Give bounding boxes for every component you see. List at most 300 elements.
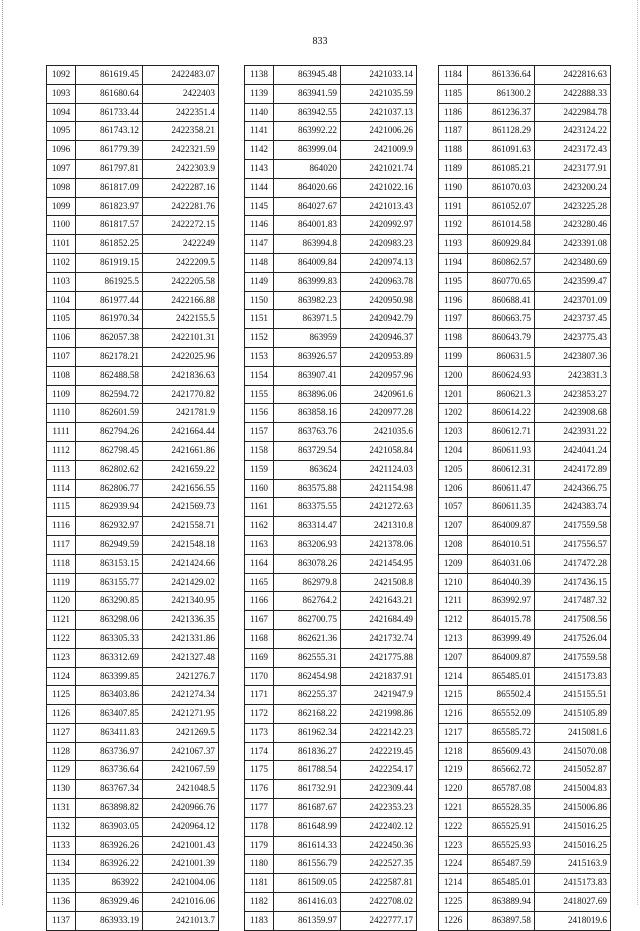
table-row — [47, 836, 219, 855]
x-coordinate-cell: 863926.22 — [76, 855, 143, 874]
x-coordinate-cell: 861619.45 — [76, 66, 143, 85]
y-coordinate-cell: 2422984.78 — [535, 103, 611, 122]
table-row — [245, 178, 417, 197]
x-coordinate-cell: 865787.08 — [468, 780, 535, 799]
table-row — [439, 611, 611, 630]
x-coordinate-cell: 860611.93 — [468, 441, 535, 460]
table-row — [245, 705, 417, 724]
point-number-cell: 1155 — [245, 385, 274, 404]
x-coordinate-cell: 863999.83 — [274, 272, 341, 291]
y-coordinate-cell: 2415081.6 — [535, 723, 611, 742]
x-coordinate-cell: 861359.97 — [274, 911, 341, 930]
y-coordinate-cell: 2421001.39 — [143, 855, 219, 874]
point-number-cell: 1186 — [439, 103, 468, 122]
y-coordinate-cell: 2420966.76 — [143, 799, 219, 818]
point-number-cell: 1172 — [245, 705, 274, 724]
point-number-cell: 1137 — [47, 911, 76, 930]
point-number-cell: 1159 — [245, 460, 274, 479]
point-number-cell: 1225 — [439, 893, 468, 912]
x-coordinate-cell: 861556.79 — [274, 855, 341, 874]
point-number-cell: 1124 — [47, 667, 76, 686]
point-number-cell: 1164 — [245, 554, 274, 573]
point-number-cell: 1125 — [47, 686, 76, 705]
point-number-cell: 1200 — [439, 366, 468, 385]
y-coordinate-cell: 2422321.59 — [143, 141, 219, 160]
y-coordinate-cell: 2417508.56 — [535, 611, 611, 630]
point-number-cell: 1138 — [245, 66, 274, 85]
table-row — [245, 159, 417, 178]
table-row — [47, 385, 219, 404]
point-number-cell: 1214 — [439, 874, 468, 893]
table-row — [245, 235, 417, 254]
point-number-cell: 1174 — [245, 742, 274, 761]
point-number-cell: 1179 — [245, 836, 274, 855]
point-number-cell: 1215 — [439, 686, 468, 705]
point-number-cell: 1095 — [47, 122, 76, 141]
y-coordinate-cell: 2421016.06 — [143, 893, 219, 912]
point-number-cell: 1098 — [47, 178, 76, 197]
x-coordinate-cell: 863926.57 — [274, 347, 341, 366]
y-coordinate-cell: 2420992.97 — [341, 216, 417, 235]
y-coordinate-cell: 2421775.88 — [341, 648, 417, 667]
point-number-cell: 1192 — [439, 216, 468, 235]
x-coordinate-cell: 865487.59 — [468, 855, 535, 874]
x-coordinate-cell: 863999.49 — [468, 629, 535, 648]
point-number-cell: 1188 — [439, 141, 468, 160]
y-coordinate-cell: 2421021.74 — [341, 159, 417, 178]
x-coordinate-cell: 864015.78 — [468, 611, 535, 630]
x-coordinate-cell: 861797.81 — [76, 159, 143, 178]
point-number-cell: 1150 — [245, 291, 274, 310]
x-coordinate-cell: 863153.15 — [76, 554, 143, 573]
point-number-cell: 1222 — [439, 817, 468, 836]
x-coordinate-cell: 860624.93 — [468, 366, 535, 385]
x-coordinate-cell: 864009.87 — [468, 648, 535, 667]
table-row — [245, 799, 417, 818]
table-row — [245, 667, 417, 686]
table-row — [245, 479, 417, 498]
table-row — [245, 911, 417, 930]
x-coordinate-cell: 864040.39 — [468, 573, 535, 592]
table-row — [439, 272, 611, 291]
point-number-cell: 1097 — [47, 159, 76, 178]
binding-edge-left — [2, 0, 3, 905]
y-coordinate-cell: 2421272.63 — [341, 498, 417, 517]
table-row — [245, 441, 417, 460]
point-number-cell: 1148 — [245, 253, 274, 272]
x-coordinate-cell: 863897.58 — [468, 911, 535, 930]
x-coordinate-cell: 861052.07 — [468, 197, 535, 216]
y-coordinate-cell: 2424383.74 — [535, 498, 611, 517]
y-coordinate-cell: 2423200.24 — [535, 178, 611, 197]
point-number-cell: 1201 — [439, 385, 468, 404]
point-number-cell: 1107 — [47, 347, 76, 366]
y-coordinate-cell: 2420961.6 — [341, 385, 417, 404]
y-coordinate-cell: 2421340.95 — [143, 592, 219, 611]
point-number-cell: 1209 — [439, 554, 468, 573]
x-coordinate-cell: 861977.44 — [76, 291, 143, 310]
x-coordinate-cell: 862700.75 — [274, 611, 341, 630]
point-number-cell: 1136 — [47, 893, 76, 912]
point-number-cell: 1116 — [47, 517, 76, 536]
y-coordinate-cell: 2415155.51 — [535, 686, 611, 705]
point-number-cell: 1168 — [245, 629, 274, 648]
table-row — [47, 347, 219, 366]
coordinate-table-1 — [46, 65, 219, 931]
x-coordinate-cell: 863907.41 — [274, 366, 341, 385]
y-coordinate-cell: 2421067.59 — [143, 761, 219, 780]
table-row — [245, 498, 417, 517]
y-coordinate-cell: 2422353.23 — [341, 799, 417, 818]
table-row — [245, 573, 417, 592]
x-coordinate-cell: 860621.3 — [468, 385, 535, 404]
x-coordinate-cell: 860611.35 — [468, 498, 535, 517]
y-coordinate-cell: 2422287.16 — [143, 178, 219, 197]
y-coordinate-cell: 2417526.04 — [535, 629, 611, 648]
point-number-cell: 1194 — [439, 253, 468, 272]
y-coordinate-cell: 2421664.44 — [143, 423, 219, 442]
table-row — [245, 385, 417, 404]
table-row — [439, 723, 611, 742]
table-row — [439, 329, 611, 348]
point-number-cell: 1096 — [47, 141, 76, 160]
x-coordinate-cell: 863959 — [274, 329, 341, 348]
x-coordinate-cell: 863767.34 — [76, 780, 143, 799]
table-row — [47, 855, 219, 874]
table-row — [439, 817, 611, 836]
point-number-cell: 1140 — [245, 103, 274, 122]
table-row — [439, 573, 611, 592]
table-row — [245, 366, 417, 385]
point-number-cell: 1142 — [245, 141, 274, 160]
y-coordinate-cell: 2423931.22 — [535, 423, 611, 442]
point-number-cell: 1169 — [245, 648, 274, 667]
table-row — [47, 366, 219, 385]
table-row — [47, 592, 219, 611]
x-coordinate-cell: 865502.4 — [468, 686, 535, 705]
x-coordinate-cell: 860663.75 — [468, 310, 535, 329]
x-coordinate-cell: 862939.94 — [76, 498, 143, 517]
x-coordinate-cell: 863305.33 — [76, 629, 143, 648]
table-row — [47, 103, 219, 122]
table-row — [245, 592, 417, 611]
y-coordinate-cell: 2422403 — [143, 84, 219, 103]
y-coordinate-cell: 2421661.86 — [143, 441, 219, 460]
x-coordinate-cell: 863078.26 — [274, 554, 341, 573]
table-row — [47, 235, 219, 254]
table-row — [439, 705, 611, 724]
y-coordinate-cell: 2422281.76 — [143, 197, 219, 216]
x-coordinate-cell: 862255.37 — [274, 686, 341, 705]
point-number-cell: 1092 — [47, 66, 76, 85]
y-coordinate-cell: 2422025.96 — [143, 347, 219, 366]
y-coordinate-cell: 2423391.08 — [535, 235, 611, 254]
y-coordinate-cell: 2421508.8 — [341, 573, 417, 592]
point-number-cell: 1191 — [439, 197, 468, 216]
point-number-cell: 1185 — [439, 84, 468, 103]
x-coordinate-cell: 861733.44 — [76, 103, 143, 122]
table-row — [245, 122, 417, 141]
point-number-cell: 1170 — [245, 667, 274, 686]
binding-edge-right — [637, 0, 638, 905]
table-row — [47, 460, 219, 479]
table-row — [47, 723, 219, 742]
x-coordinate-cell: 862806.77 — [76, 479, 143, 498]
table-row — [47, 911, 219, 930]
x-coordinate-cell: 861614.33 — [274, 836, 341, 855]
y-coordinate-cell: 2421269.5 — [143, 723, 219, 742]
x-coordinate-cell: 863926.26 — [76, 836, 143, 855]
x-coordinate-cell: 865585.72 — [468, 723, 535, 742]
y-coordinate-cell: 2421656.55 — [143, 479, 219, 498]
y-coordinate-cell: 2421022.16 — [341, 178, 417, 197]
point-number-cell: 1160 — [245, 479, 274, 498]
table-row — [439, 479, 611, 498]
point-number-cell: 1184 — [439, 66, 468, 85]
point-number-cell: 1178 — [245, 817, 274, 836]
table-row — [439, 235, 611, 254]
table-row — [439, 648, 611, 667]
point-number-cell: 1154 — [245, 366, 274, 385]
x-coordinate-cell: 865525.93 — [468, 836, 535, 855]
table-row — [47, 122, 219, 141]
table-row — [439, 84, 611, 103]
point-number-cell: 1117 — [47, 535, 76, 554]
point-number-cell: 1197 — [439, 310, 468, 329]
x-coordinate-cell: 860770.65 — [468, 272, 535, 291]
y-coordinate-cell: 2422219.45 — [341, 742, 417, 761]
point-number-cell: 1166 — [245, 592, 274, 611]
table-row — [439, 498, 611, 517]
x-coordinate-cell: 863992.97 — [468, 592, 535, 611]
y-coordinate-cell: 2421067.37 — [143, 742, 219, 761]
y-coordinate-cell: 2422309.44 — [341, 780, 417, 799]
table-row — [245, 893, 417, 912]
point-number-cell: 1129 — [47, 761, 76, 780]
point-number-cell: 1195 — [439, 272, 468, 291]
x-coordinate-cell: 860688.41 — [468, 291, 535, 310]
point-number-cell: 1113 — [47, 460, 76, 479]
table-row — [245, 141, 417, 160]
y-coordinate-cell: 2421035.6 — [341, 423, 417, 442]
y-coordinate-cell: 2422249 — [143, 235, 219, 254]
x-coordinate-cell: 862621.36 — [274, 629, 341, 648]
x-coordinate-cell: 863290.85 — [76, 592, 143, 611]
y-coordinate-cell: 2424172.89 — [535, 460, 611, 479]
point-number-cell: 1223 — [439, 836, 468, 855]
table-row — [47, 667, 219, 686]
table-row — [47, 799, 219, 818]
point-number-cell: 1119 — [47, 573, 76, 592]
table-row — [439, 799, 611, 818]
table-row — [245, 742, 417, 761]
point-number-cell: 1111 — [47, 423, 76, 442]
y-coordinate-cell: 2415173.83 — [535, 667, 611, 686]
y-coordinate-cell: 2421732.74 — [341, 629, 417, 648]
point-number-cell: 1145 — [245, 197, 274, 216]
point-number-cell: 1162 — [245, 517, 274, 536]
x-coordinate-cell: 860862.57 — [468, 253, 535, 272]
table-row — [439, 460, 611, 479]
table-row — [47, 761, 219, 780]
point-number-cell: 1205 — [439, 460, 468, 479]
point-number-cell: 1183 — [245, 911, 274, 930]
x-coordinate-cell: 863411.83 — [76, 723, 143, 742]
y-coordinate-cell: 2422402.12 — [341, 817, 417, 836]
point-number-cell: 1171 — [245, 686, 274, 705]
y-coordinate-cell: 2418019.6 — [535, 911, 611, 930]
x-coordinate-cell: 865528.35 — [468, 799, 535, 818]
table-row — [439, 366, 611, 385]
y-coordinate-cell: 2423831.3 — [535, 366, 611, 385]
x-coordinate-cell: 861680.64 — [76, 84, 143, 103]
page-number: 833 — [312, 36, 328, 47]
y-coordinate-cell: 2415052.87 — [535, 761, 611, 780]
y-coordinate-cell: 2423908.68 — [535, 404, 611, 423]
point-number-cell: 1173 — [245, 723, 274, 742]
table-row — [439, 404, 611, 423]
y-coordinate-cell: 2421001.43 — [143, 836, 219, 855]
table-row — [245, 611, 417, 630]
table-row — [245, 535, 417, 554]
x-coordinate-cell: 861970.34 — [76, 310, 143, 329]
x-coordinate-cell: 863929.46 — [76, 893, 143, 912]
point-number-cell: 1202 — [439, 404, 468, 423]
table-row — [47, 253, 219, 272]
x-coordinate-cell: 863922 — [76, 874, 143, 893]
x-coordinate-cell: 863896.06 — [274, 385, 341, 404]
point-number-cell: 1135 — [47, 874, 76, 893]
x-coordinate-cell: 861817.09 — [76, 178, 143, 197]
point-number-cell: 1139 — [245, 84, 274, 103]
x-coordinate-cell: 860929.84 — [468, 235, 535, 254]
x-coordinate-cell: 861336.64 — [468, 66, 535, 85]
y-coordinate-cell: 2421048.5 — [143, 780, 219, 799]
x-coordinate-cell: 861823.97 — [76, 197, 143, 216]
y-coordinate-cell: 2420964.12 — [143, 817, 219, 836]
table-row — [439, 592, 611, 611]
y-coordinate-cell: 2422527.35 — [341, 855, 417, 874]
y-coordinate-cell: 2422205.58 — [143, 272, 219, 291]
x-coordinate-cell: 864020 — [274, 159, 341, 178]
table-row — [245, 460, 417, 479]
point-number-cell: 1108 — [47, 366, 76, 385]
x-coordinate-cell: 862794.26 — [76, 423, 143, 442]
table-row — [47, 441, 219, 460]
table-row — [47, 66, 219, 85]
table-row — [245, 874, 417, 893]
table-row — [47, 648, 219, 667]
table-row — [439, 197, 611, 216]
table-row — [245, 423, 417, 442]
table-row — [47, 611, 219, 630]
y-coordinate-cell: 2422272.15 — [143, 216, 219, 235]
x-coordinate-cell: 863994.8 — [274, 235, 341, 254]
point-number-cell: 1114 — [47, 479, 76, 498]
x-coordinate-cell: 860643.79 — [468, 329, 535, 348]
y-coordinate-cell: 2415173.83 — [535, 874, 611, 893]
point-number-cell: 1109 — [47, 385, 76, 404]
x-coordinate-cell: 865485.01 — [468, 874, 535, 893]
y-coordinate-cell: 2423124.22 — [535, 122, 611, 141]
y-coordinate-cell: 2422708.02 — [341, 893, 417, 912]
y-coordinate-cell: 2423737.45 — [535, 310, 611, 329]
y-coordinate-cell: 2421033.14 — [341, 66, 417, 85]
y-coordinate-cell: 2421336.35 — [143, 611, 219, 630]
table-row — [439, 855, 611, 874]
y-coordinate-cell: 2421004.06 — [143, 874, 219, 893]
point-number-cell: 1199 — [439, 347, 468, 366]
y-coordinate-cell: 2422777.17 — [341, 911, 417, 930]
point-number-cell: 1189 — [439, 159, 468, 178]
table-row — [47, 197, 219, 216]
y-coordinate-cell: 2422209.5 — [143, 253, 219, 272]
point-number-cell: 1102 — [47, 253, 76, 272]
point-number-cell: 1128 — [47, 742, 76, 761]
point-number-cell: 1182 — [245, 893, 274, 912]
x-coordinate-cell: 861919.15 — [76, 253, 143, 272]
x-coordinate-cell: 862454.98 — [274, 667, 341, 686]
point-number-cell: 1157 — [245, 423, 274, 442]
point-number-cell: 1120 — [47, 592, 76, 611]
x-coordinate-cell: 865609.43 — [468, 742, 535, 761]
y-coordinate-cell: 2423701.09 — [535, 291, 611, 310]
y-coordinate-cell: 2421770.82 — [143, 385, 219, 404]
point-number-cell: 1176 — [245, 780, 274, 799]
y-coordinate-cell: 2421013.7 — [143, 911, 219, 930]
y-coordinate-cell: 2415163.9 — [535, 855, 611, 874]
x-coordinate-cell: 861788.54 — [274, 761, 341, 780]
x-coordinate-cell: 863941.59 — [274, 84, 341, 103]
table-row — [245, 66, 417, 85]
point-number-cell: 1217 — [439, 723, 468, 742]
point-number-cell: 1193 — [439, 235, 468, 254]
table-row — [47, 310, 219, 329]
x-coordinate-cell: 863903.05 — [76, 817, 143, 836]
table-row — [439, 103, 611, 122]
point-number-cell: 1123 — [47, 648, 76, 667]
point-number-cell: 1165 — [245, 573, 274, 592]
x-coordinate-cell: 863736.64 — [76, 761, 143, 780]
point-number-cell: 1134 — [47, 855, 76, 874]
point-number-cell: 1094 — [47, 103, 76, 122]
x-coordinate-cell: 863407.85 — [76, 705, 143, 724]
point-number-cell: 1187 — [439, 122, 468, 141]
y-coordinate-cell: 2415004.83 — [535, 780, 611, 799]
x-coordinate-cell: 860612.71 — [468, 423, 535, 442]
y-coordinate-cell: 2422358.21 — [143, 122, 219, 141]
x-coordinate-cell: 860631.5 — [468, 347, 535, 366]
point-number-cell: 1127 — [47, 723, 76, 742]
y-coordinate-cell: 2421327.48 — [143, 648, 219, 667]
x-coordinate-cell: 862057.38 — [76, 329, 143, 348]
table-row — [245, 723, 417, 742]
table-row — [245, 197, 417, 216]
y-coordinate-cell: 2423177.91 — [535, 159, 611, 178]
y-coordinate-cell: 2421998.86 — [341, 705, 417, 724]
y-coordinate-cell: 2421378.06 — [341, 535, 417, 554]
table-row — [47, 141, 219, 160]
x-coordinate-cell: 860612.31 — [468, 460, 535, 479]
y-coordinate-cell: 2417559.58 — [535, 517, 611, 536]
x-coordinate-cell: 865485.01 — [468, 667, 535, 686]
y-coordinate-cell: 2420963.78 — [341, 272, 417, 291]
table-row — [439, 836, 611, 855]
table-row — [439, 216, 611, 235]
y-coordinate-cell: 2420942.79 — [341, 310, 417, 329]
point-number-cell: 1115 — [47, 498, 76, 517]
y-coordinate-cell: 2422254.17 — [341, 761, 417, 780]
